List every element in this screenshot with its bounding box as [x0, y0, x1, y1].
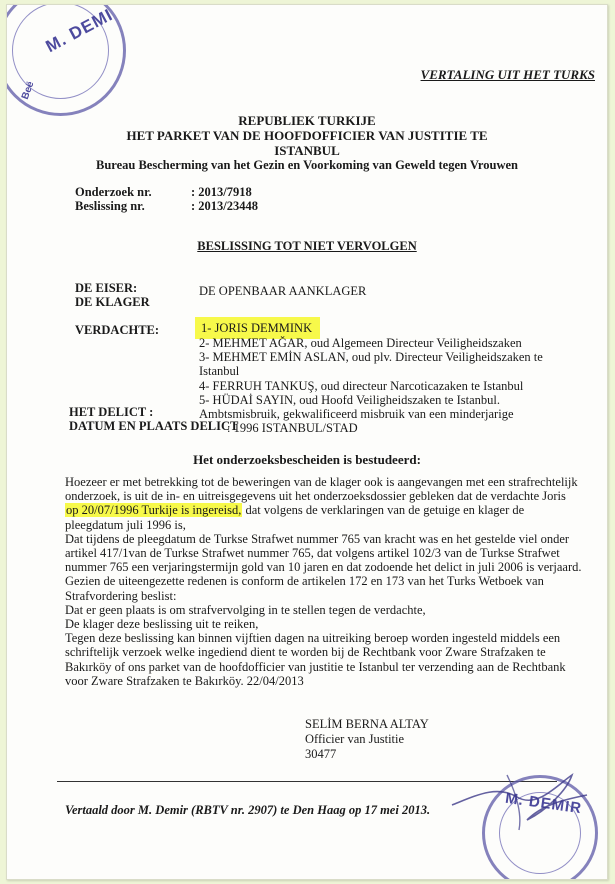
suspect-1-highlighted: 1- JORIS DEMMINK — [195, 317, 320, 339]
suspect-3: 3- MEHMET EMİN ASLAN, oud plv. Directeur Veiligheidszaken te — [199, 350, 543, 364]
suspect-3-cont: Istanbul — [199, 364, 240, 378]
stamp-name-top: M. DEMI — [42, 5, 117, 57]
translator-footer: Vertaald door M. Demir (RBTV nr. 2907) te Den Haag op 17 mei 2013. — [65, 803, 431, 817]
paragraph-6: Tegen deze beslissing kan binnen vijftien dagen na uitreiking beroep worden ingesteld middels een schriftelijk verzoek welke ingediend dient te worden bij de Rechtbank voor Zware Strafzaken te Bakırköy of ons parket van de hoofdofficier van justitie te Istanbul ter verzending aan de Rechtbank voor Zware Strafzaken te Bakırköy. 22/04/2013 — [65, 631, 566, 688]
paragraph-3: Gezien de uiteengezette redenen is conform de artikelen 172 en 173 van het Turks Wetboek van Strafvordering beslist: — [65, 574, 544, 603]
ref-value-beslissing: : 2013/23448 — [191, 199, 259, 213]
signatory-name: SELİM BERNA ALTAY — [305, 717, 429, 731]
document-page — [6, 4, 608, 880]
paragraph-1-end: dat volgens de verklaringen van de getuige en klager de pleegdatum juli 1996 is, — [65, 503, 525, 532]
delict-label: HET DELICT : — [69, 405, 154, 419]
paragraph-2: Dat tijdens de pleegdatum de Turkse Strafwet nummer 765 van kracht was en het gestelde viel onder artikel 417/1van de Turkse Strafwet nummer 765, dat volgens artikel 102/3 van de Turkse Strafwet nummer 765 een verjaringstermijn gold van 10 jaren en dat zodoende het delict in juli 2006 is verjaard. — [65, 531, 582, 575]
klager-label: DE KLAGER — [75, 295, 150, 309]
datum-label: DATUM EN PLAATS DELICT — [69, 419, 239, 433]
ref-value-onderzoek: : 2013/7918 — [191, 185, 252, 199]
header-city: ISTANBUL — [274, 143, 340, 158]
suspect-4: 4- FERRUH TANKUŞ, oud directeur Narcoticazaken te Istanbul — [199, 379, 524, 393]
highlighted-entry-date: op 20/07/1996 Turkije is ingereisd, — [66, 503, 242, 518]
handwritten-signature — [447, 765, 597, 835]
paragraph-1-start: Hoezeer er met betrekking tot de beweringen van de klager ook is aangevangen met een strafrechtelijk onderzoek, is uit de in- en uitreisgegevens uit het onderzoeksdossier gebleken dat de verdachte Joris — [65, 475, 578, 504]
translation-tag: VERTALING UIT HET TURKS — [420, 67, 595, 82]
eiser-value: DE OPENBAAR AANKLAGER — [199, 284, 367, 298]
ref-label-onderzoek: Onderzoek nr. — [75, 185, 152, 199]
header-country: REPUBLIEK TURKIJE — [238, 113, 376, 128]
ref-label-beslissing: Beslissing nr. — [75, 199, 145, 213]
verdachte-label: VERDACHTE: — [75, 323, 160, 337]
datum-value: : 1996 ISTANBUL/STAD — [227, 421, 358, 435]
header-office: HET PARKET VAN DE HOOFDOFFICIER VAN JUSTITIE TE — [126, 128, 488, 143]
suspect-5: 5- HÜDAİ SAYIN, oud Hoofd Veiligheidszaken te Istanbul. — [199, 393, 501, 407]
paragraph-5: De klager deze beslissing uit te reiken, — [65, 617, 259, 632]
eiser-label: DE EISER: — [75, 281, 138, 295]
delict-value: Ambtsmisbruik, gekwalificeerd misbruik van een minderjarige — [199, 407, 514, 421]
header-bureau: Bureau Bescherming van het Gezin en Voorkoming van Geweld tegen Vrouwen — [95, 158, 518, 172]
stamp-sub-top: Beë — [19, 79, 37, 102]
examined-title: Het onderzoeksbescheiden is bestudeerd: — [193, 452, 421, 467]
paragraph-4: Dat er geen plaats is om strafvervolging in te stellen tegen de verdachte, — [65, 602, 426, 617]
paragraph-1 — [65, 475, 585, 532]
decision-title: BESLISSING TOT NIET VERVOLGEN — [197, 239, 417, 253]
decision-body — [65, 475, 585, 688]
signatory-number: 30477 — [305, 747, 337, 761]
stamp-name-bottom: M. DEMIR — [504, 789, 583, 818]
suspect-2: 2- MEHMET AĞAR, oud Algemeen Directeur Veiligheidszaken — [199, 336, 522, 350]
signatory-title: Officier van Justitie — [305, 732, 405, 746]
